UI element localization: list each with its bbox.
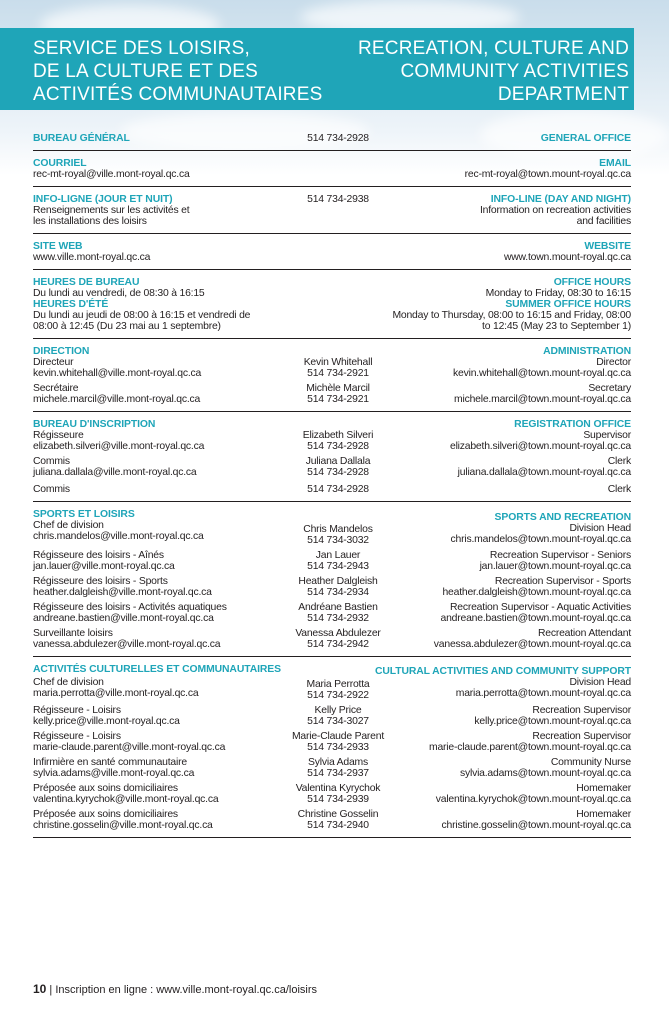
contact-phone: 514 734-2939	[307, 794, 369, 805]
email-link-en[interactable]: chris.mandelos@town.mount-royal.qc.ca	[450, 534, 631, 545]
hours-en: Monday to Friday, 08:30 to 16:15	[485, 288, 631, 299]
role-en: Homemaker	[576, 809, 631, 820]
contact-entry	[33, 731, 631, 753]
heading-registration-en: REGISTRATION OFFICE	[514, 419, 631, 430]
email-link-fr[interactable]: maria.perrotta@ville.mont-royal.qc.ca	[33, 688, 199, 699]
heading-registration-fr: BUREAU D'INSCRIPTION	[33, 419, 156, 430]
email-link-fr[interactable]: jan.lauer@ville.mont-royal.qc.ca	[33, 561, 175, 572]
heading-infoline-en: INFO-LINE (DAY AND NIGHT)	[490, 194, 631, 205]
email-link-fr[interactable]: marie-claude.parent@ville.mont-royal.qc.ca	[33, 742, 226, 753]
contact-entry	[33, 456, 631, 478]
contact-entry	[33, 484, 631, 495]
contact-phone: 514 734-2943	[307, 561, 369, 572]
heading-email-fr: COURRIEL	[33, 158, 87, 169]
contact-phone: 514 734-2933	[307, 742, 369, 753]
contact-phone: 514 734-2921	[307, 368, 369, 379]
role-fr: Surveillante loisirs	[33, 628, 113, 639]
email-link-en[interactable]: michele.marcil@town.mount-royal.qc.ca	[454, 394, 631, 405]
email-link-en[interactable]: vanessa.abdulezer@town.mount-royal.qc.ca	[433, 639, 631, 650]
contact-name: Kevin Whitehall	[303, 357, 373, 368]
contact-entry	[33, 628, 631, 650]
role-en: Clerk	[607, 484, 631, 495]
phone-infoline: 514 734-2938	[307, 194, 369, 205]
contact-name: Juliana Dallala	[305, 456, 371, 467]
email-link-en[interactable]: kevin.whitehall@town.mount-royal.qc.ca	[453, 368, 631, 379]
contact-entry	[33, 705, 631, 727]
banner-title-en: RECREATION, CULTURE AND COMMUNITY ACTIVITIES DEPARTMENT	[358, 38, 629, 105]
heading-hours-en: OFFICE HOURS	[553, 277, 631, 288]
heading-infoline-fr: INFO-LIGNE (JOUR ET NUIT)	[33, 194, 173, 205]
directory	[33, 133, 631, 845]
contact-name: Heather Dalgleish	[298, 576, 378, 587]
email-link-fr[interactable]: andreane.bastien@ville.mont-royal.qc.ca	[33, 613, 214, 624]
page-footer	[33, 982, 317, 996]
role-fr: Chef de division	[33, 677, 104, 688]
role-fr: Commis	[33, 484, 70, 495]
contact-name: Sylvia Adams	[308, 757, 368, 768]
role-en: Clerk	[607, 456, 631, 467]
role-en: Recreation Attendant	[537, 628, 631, 639]
role-fr: Commis	[33, 456, 70, 467]
section-website	[33, 241, 631, 270]
email-link-en[interactable]: andreane.bastien@town.mount-royal.qc.ca	[440, 613, 631, 624]
heading-general-fr: BUREAU GÉNÉRAL	[33, 133, 130, 144]
heading-general-en: GENERAL OFFICE	[540, 133, 631, 144]
email-link-en[interactable]: heather.dalgleish@town.mount-royal.qc.ca	[442, 587, 631, 598]
role-fr: Directeur	[33, 357, 74, 368]
website-link-fr[interactable]: www.ville.mont-royal.qc.ca	[33, 252, 151, 263]
email-link-fr[interactable]: elizabeth.silveri@ville.mont-royal.qc.ca	[33, 441, 205, 452]
email-link-en[interactable]: kelly.price@town.mount-royal.qc.ca	[474, 716, 631, 727]
role-fr: Infirmière en santé communautaire	[33, 757, 187, 768]
role-en: Division Head	[569, 677, 631, 688]
role-en: Division Head	[569, 523, 631, 534]
section-email	[33, 158, 631, 187]
contact-phone: 514 734-2922	[307, 690, 369, 701]
contact-phone: 514 734-3032	[307, 535, 369, 546]
contact-name: Michèle Marcil	[306, 383, 370, 394]
email-link-en[interactable]: marie-claude.parent@town.mount-royal.qc.ca	[429, 742, 631, 753]
email-link-en[interactable]: maria.perrotta@town.mount-royal.qc.ca	[455, 688, 631, 699]
section-sports	[33, 509, 631, 657]
website-link-en[interactable]: www.town.mount-royal.qc.ca	[503, 252, 631, 263]
email-link-fr[interactable]: vanessa.abdulezer@ville.mont-royal.qc.ca	[33, 639, 221, 650]
email-link-fr[interactable]: kelly.price@ville.mont-royal.qc.ca	[33, 716, 180, 727]
contact-entry	[33, 677, 631, 701]
email-link-en[interactable]: valentina.kyrychok@town.mount-royal.qc.ca	[435, 794, 631, 805]
role-fr: Régisseure - Loisirs	[33, 731, 121, 742]
contact-name: Andréane Bastien	[298, 602, 378, 613]
footer-separator: |	[46, 984, 56, 996]
contact-entry	[33, 383, 631, 405]
heading-sports-fr: SPORTS ET LOISIRS	[33, 509, 135, 520]
summer-hours-en: Monday to Thursday, 08:00 to 16:15 and Friday, 08:00 to 12:45 (May 23 to September 1)	[392, 310, 631, 332]
contact-phone: 514 734-2940	[307, 820, 369, 831]
email-link-fr[interactable]: juliana.dallala@ville.mont-royal.qc.ca	[33, 467, 197, 478]
page-number: 10	[33, 982, 47, 996]
email-en[interactable]: rec-mt-royal@town.mount-royal.qc.ca	[464, 169, 631, 180]
contact-entry	[33, 550, 631, 572]
contact-name: Maria Perrotta	[306, 679, 370, 690]
email-link-fr[interactable]: kevin.whitehall@ville.mont-royal.qc.ca	[33, 368, 202, 379]
role-fr: Régisseure	[33, 430, 84, 441]
heading-email-en: EMAIL	[599, 158, 631, 169]
role-en: Recreation Supervisor - Aquatic Activities	[449, 602, 631, 613]
summer-hours-fr: Du lundi au jeudi de 08:00 à 16:15 et vendredi de 08:00 à 12:45 (Du 23 mai au 1 septembre)	[33, 310, 251, 332]
role-en: Community Nurse	[550, 757, 631, 768]
footer-link[interactable]: Inscription en ligne : www.ville.mont-royal.qc.ca/loisirs	[55, 984, 317, 996]
role-fr: Régisseure - Loisirs	[33, 705, 121, 716]
infoline-desc-en: Information on recreation activities and facilities	[479, 205, 631, 227]
heading-sports-en: SPORTS AND RECREATION	[494, 512, 631, 523]
contact-name: Valentina Kyrychok	[295, 783, 381, 794]
role-fr: Chef de division	[33, 520, 104, 531]
contact-phone: 514 734-2928	[307, 441, 369, 452]
contact-entry	[33, 809, 631, 831]
infoline-desc-fr: Renseignements sur les activités et les installations des loisirs	[33, 205, 190, 227]
heading-direction-fr: DIRECTION	[33, 346, 90, 357]
contact-name: Jan Lauer	[315, 550, 361, 561]
heading-summer-hours-en: SUMMER OFFICE HOURS	[505, 299, 631, 310]
heading-website-en: WEBSITE	[584, 241, 631, 252]
banner-title-fr: SERVICE DES LOISIRS, DE LA CULTURE ET DES ACTIVITÉS COMMUNAUTAIRES	[33, 38, 323, 105]
role-en: Recreation Supervisor	[532, 705, 631, 716]
contact-phone: 514 734-2928	[307, 484, 369, 495]
contact-entry	[33, 757, 631, 779]
section-infoline	[33, 194, 631, 234]
heading-direction-en: ADMINISTRATION	[543, 346, 631, 357]
section-culture	[33, 664, 631, 838]
email-link-fr[interactable]: heather.dalgleish@ville.mont-royal.qc.ca	[33, 587, 212, 598]
role-fr: Préposée aux soins domiciliaires	[33, 783, 178, 794]
contact-phone: 514 734-3027	[307, 716, 369, 727]
email-link-fr[interactable]: valentina.kyrychok@ville.mont-royal.qc.ca	[33, 794, 219, 805]
email-link-fr[interactable]: chris.mandelos@ville.mont-royal.qc.ca	[33, 531, 204, 542]
email-link-en[interactable]: jan.lauer@town.mount-royal.qc.ca	[479, 561, 631, 572]
heading-culture-en: CULTURAL ACTIVITIES AND COMMUNITY SUPPORT	[374, 666, 631, 677]
email-link-fr[interactable]: christine.gosselin@ville.mont-royal.qc.ca	[33, 820, 213, 831]
email-fr[interactable]: rec-mt-royal@ville.mont-royal.qc.ca	[33, 169, 190, 180]
section-direction	[33, 346, 631, 412]
role-en: Recreation Supervisor - Seniors	[489, 550, 631, 561]
contact-entry	[33, 430, 631, 452]
role-en: Homemaker	[576, 783, 631, 794]
email-link-en[interactable]: juliana.dallala@town.mount-royal.qc.ca	[457, 467, 631, 478]
role-en: Recreation Supervisor	[532, 731, 631, 742]
email-link-en[interactable]: sylvia.adams@town.mount-royal.qc.ca	[459, 768, 631, 779]
email-link-fr[interactable]: sylvia.adams@ville.mont-royal.qc.ca	[33, 768, 195, 779]
contact-name: Vanessa Abdulezer	[295, 628, 381, 639]
contact-phone: 514 734-2932	[307, 613, 369, 624]
email-link-fr[interactable]: michele.marcil@ville.mont-royal.qc.ca	[33, 394, 201, 405]
contact-entry	[33, 576, 631, 598]
contact-name: Kelly Price	[314, 705, 362, 716]
role-en: Supervisor	[583, 430, 631, 441]
contact-phone: 514 734-2934	[307, 587, 369, 598]
role-fr: Régisseure des loisirs - Aînés	[33, 550, 164, 561]
heading-summer-hours-fr: HEURES D'ÉTÉ	[33, 299, 109, 310]
role-en: Director	[596, 357, 631, 368]
contact-name: Marie-Claude Parent	[291, 731, 385, 742]
role-fr: Régisseure des loisirs - Activités aquatiques	[33, 602, 227, 613]
email-link-en[interactable]: christine.gosselin@town.mount-royal.qc.ca	[441, 820, 631, 831]
contact-phone: 514 734-2928	[307, 467, 369, 478]
contact-name: Elizabeth Silveri	[302, 430, 374, 441]
heading-culture-fr: ACTIVITÉS CULTURELLES ET COMMUNAUTAIRES	[33, 664, 281, 675]
section-hours	[33, 277, 631, 339]
section-general-office	[33, 133, 631, 151]
role-fr: Préposée aux soins domiciliaires	[33, 809, 178, 820]
contact-name: Chris Mandelos	[303, 524, 373, 535]
hours-fr: Du lundi au vendredi, de 08:30 à 16:15	[33, 288, 205, 299]
contact-phone: 514 734-2942	[307, 639, 369, 650]
role-en: Recreation Supervisor - Sports	[494, 576, 631, 587]
section-registration	[33, 419, 631, 502]
contact-entry	[33, 602, 631, 624]
role-fr: Secrétaire	[33, 383, 79, 394]
contact-phone: 514 734-2921	[307, 394, 369, 405]
heading-hours-fr: HEURES DE BUREAU	[33, 277, 140, 288]
phone-general: 514 734-2928	[307, 133, 369, 144]
role-fr: Régisseure des loisirs - Sports	[33, 576, 168, 587]
contact-phone: 514 734-2937	[307, 768, 369, 779]
contact-entry	[33, 783, 631, 805]
role-en: Secretary	[588, 383, 631, 394]
heading-website-fr: SITE WEB	[33, 241, 83, 252]
contact-entry	[33, 357, 631, 379]
contact-name: Christine Gosselin	[297, 809, 379, 820]
department-banner	[0, 28, 634, 110]
email-link-en[interactable]: elizabeth.silveri@town.mount-royal.qc.ca	[449, 441, 631, 452]
